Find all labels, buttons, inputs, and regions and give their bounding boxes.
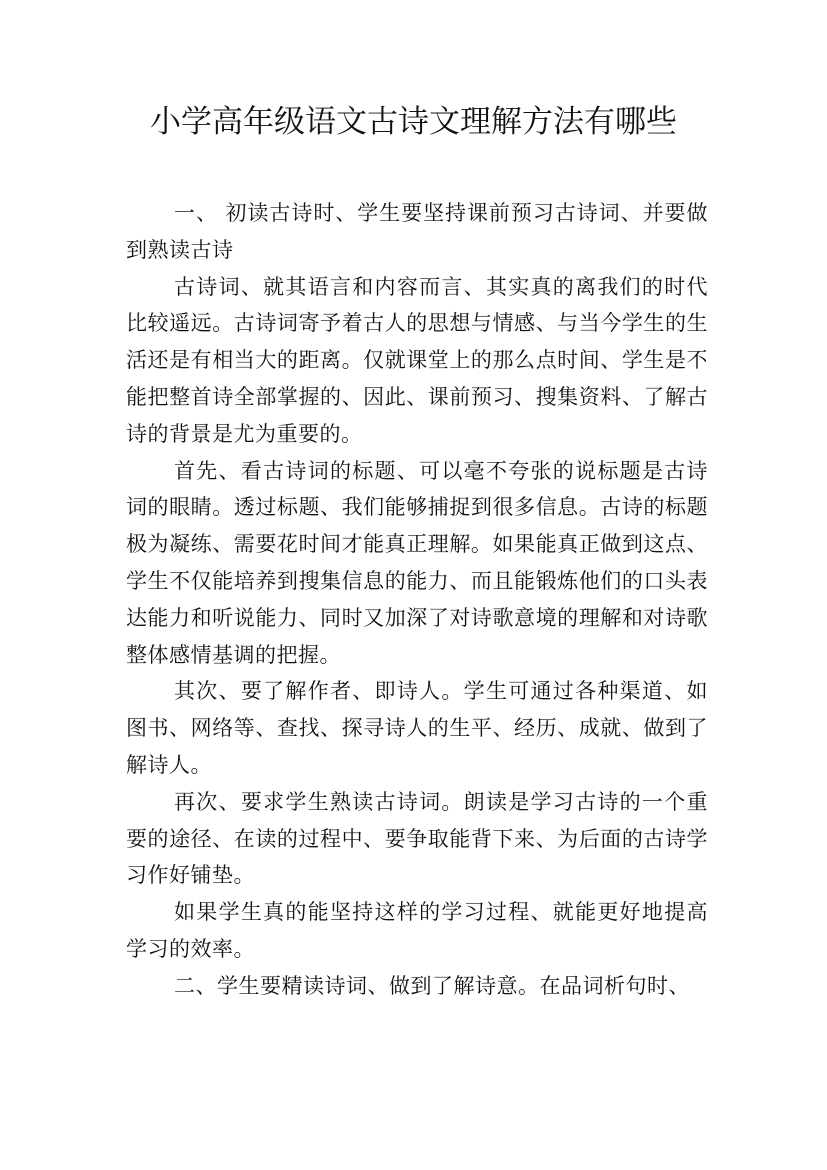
paragraph-section-one-heading: 一、 初读古诗时、学生要坚持课前预习古诗词、并要做到熟读古诗 (126, 201, 708, 262)
paragraph-know-author: 其次、要了解作者、即诗人。学生可通过各种渠道、如图书、网络等、查找、探寻诗人的生平、经历、成就、做到了解诗人。 (126, 679, 708, 777)
document-body (126, 195, 708, 1005)
paragraph-preview-importance: 古诗词、就其语言和内容而言、其实真的离我们的时代比较遥远。古诗词寄予着古人的思想与情感、与当今学生的生活还是有相当大的距离。仅就课堂上的那么点时间、学生是不能把整首诗全部掌握的、因此、课前预习、搜集资料、了解古诗的背景是尤为重要的。 (126, 274, 708, 446)
document-title: 小学高年级语文古诗文理解方法有哪些 (150, 104, 677, 140)
paragraph-efficiency: 如果学生真的能坚持这样的学习过程、就能更好地提高学习的效率。 (126, 900, 708, 961)
paragraph-read-aloud: 再次、要求学生熟读古诗词。朗读是学习古诗的一个重要的途径、在读的过程中、要争取能背下来、为后面的古诗学习作好铺垫。 (126, 789, 708, 888)
paragraph-read-title: 首先、看古诗词的标题、可以毫不夸张的说标题是古诗词的眼睛。透过标题、我们能够捕捉到很多信息。古诗的标题极为凝练、需要花时间才能真正理解。如果能真正做到这点、学生不仅能培养到搜集信息的能力、而且能锻炼他们的口头表达能力和听说能力、同时又加深了对诗歌意境的理解和对诗歌整体感情基调的把握。 (126, 458, 708, 667)
paragraph-section-two-heading: 二、学生要精读诗词、做到了解诗意。在品词析句时、 (174, 973, 690, 998)
